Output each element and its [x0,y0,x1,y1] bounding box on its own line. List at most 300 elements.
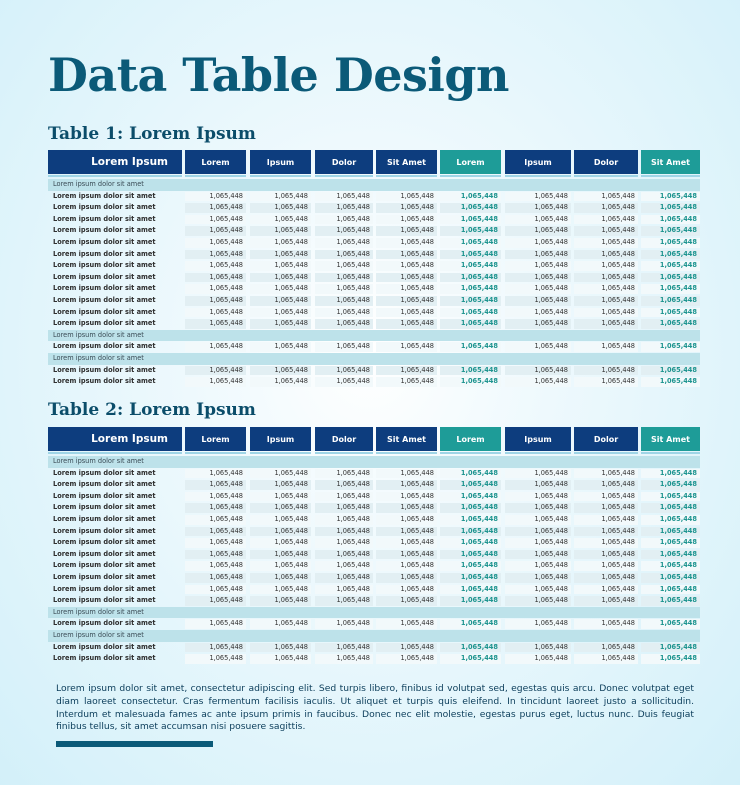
table-cell: 1,065,448 [376,308,437,318]
table-cell: 1,065,448 [574,238,638,248]
table-cell: 1,065,448 [250,261,311,271]
table-cell: 1,065,448 [641,596,700,606]
table-cell: 1,065,448 [440,503,501,513]
table-cell: 1,065,448 [315,284,373,294]
table-cell: 1,065,448 [315,527,373,537]
table-row [48,491,700,503]
table-cell: 1,065,448 [185,492,246,502]
header-cell: Lorem [440,150,501,174]
row-label: Lorem ipsum dolor sit amet [53,584,156,593]
row-label: Lorem ipsum dolor sit amet [53,549,156,558]
table-cell: 1,065,448 [185,377,246,387]
table-cell: 1,065,448 [315,538,373,548]
table-row [48,549,700,561]
table-cell: 1,065,448 [641,561,700,571]
table-cell: 1,065,448 [641,238,700,248]
table-cell: 1,065,448 [185,515,246,525]
table-cell: 1,065,448 [505,203,571,213]
table-cell: 1,065,448 [315,273,373,283]
table-row [48,584,700,596]
table-cell: 1,065,448 [315,226,373,236]
row-label: Lorem ipsum dolor sit amet [53,654,156,663]
table-cell: 1,065,448 [185,469,246,479]
table-cell: 1,065,448 [250,654,311,664]
table-cell: 1,065,448 [574,296,638,306]
table-cell: 1,065,448 [641,550,700,560]
table-cell: 1,065,448 [440,308,501,318]
table-cell: 1,065,448 [440,585,501,595]
table-cell: 1,065,448 [185,550,246,560]
table-cell: 1,065,448 [315,654,373,664]
table-row [48,514,700,526]
row-label: Lorem ipsum dolor sit amet [53,491,156,500]
table-cell: 1,065,448 [440,238,501,248]
table-cell: 1,065,448 [505,342,571,352]
table-cell: 1,065,448 [376,261,437,271]
row-label: Lorem ipsum dolor sit amet [53,226,156,235]
table-cell: 1,065,448 [641,585,700,595]
table-cell: 1,065,448 [641,226,700,236]
table-2-title: Table 2: Lorem Ipsum [48,400,256,420]
row-label: Lorem ipsum dolor sit amet [53,468,156,477]
row-label: Lorem ipsum dolor sit amet [53,319,156,328]
table-cell: 1,065,448 [505,619,571,629]
table-cell: 1,065,448 [440,192,501,202]
table-cell: 1,065,448 [574,492,638,502]
table-cell: 1,065,448 [250,515,311,525]
table-cell: 1,065,448 [574,308,638,318]
table-cell: 1,065,448 [250,643,311,653]
table-cell: 1,065,448 [315,250,373,260]
table-cell: 1,065,448 [376,238,437,248]
table-cell: 1,065,448 [185,273,246,283]
table-cell: 1,065,448 [641,492,700,502]
table-cell: 1,065,448 [505,550,571,560]
table-cell: 1,065,448 [505,643,571,653]
table-cell: 1,065,448 [376,284,437,294]
header-cell-row-label: Lorem Ipsum [48,427,182,451]
table-cell: 1,065,448 [250,469,311,479]
table-cell: 1,065,448 [376,596,437,606]
table-cell: 1,065,448 [440,296,501,306]
table-cell: 1,065,448 [440,596,501,606]
table-cell: 1,065,448 [440,643,501,653]
table-cell: 1,065,448 [315,503,373,513]
row-label: Lorem ipsum dolor sit amet [53,342,156,351]
table-cell: 1,065,448 [574,250,638,260]
row-label: Lorem ipsum dolor sit amet [53,307,156,316]
table-cell: 1,065,448 [505,561,571,571]
page-title: Data Table Design [48,48,509,102]
table-cell: 1,065,448 [376,550,437,560]
row-label: Lorem ipsum dolor sit amet [53,249,156,258]
row-label: Lorem ipsum dolor sit amet [53,330,144,339]
table-row [48,318,700,330]
table-row [48,307,700,319]
table-cell: 1,065,448 [185,585,246,595]
table-1-title: Table 1: Lorem Ipsum [48,124,256,144]
table-cell: 1,065,448 [574,192,638,202]
table-cell: 1,065,448 [440,538,501,548]
table-cell: 1,065,448 [440,273,501,283]
row-label: Lorem ipsum dolor sit amet [53,480,156,489]
table-cell: 1,065,448 [185,480,246,490]
row-label: Lorem ipsum dolor sit amet [53,203,156,212]
table-cell: 1,065,448 [574,203,638,213]
row-label: Lorem ipsum dolor sit amet [53,642,156,651]
table-cell: 1,065,448 [376,515,437,525]
table-cell: 1,065,448 [376,192,437,202]
table-cell: 1,065,448 [505,596,571,606]
table-cell: 1,065,448 [641,377,700,387]
row-label: Lorem ipsum dolor sit amet [53,261,156,270]
table-cell: 1,065,448 [505,377,571,387]
row-label: Lorem ipsum dolor sit amet [53,377,156,386]
table-cell: 1,065,448 [376,654,437,664]
row-label: Lorem ipsum dolor sit amet [53,457,144,465]
header-cell: Lorem [185,427,246,451]
table-cell: 1,065,448 [250,527,311,537]
table-cell: 1,065,448 [505,527,571,537]
table-cell: 1,065,448 [440,319,501,329]
table-cell: 1,065,448 [185,643,246,653]
table-cell: 1,065,448 [185,538,246,548]
table-cell: 1,065,448 [440,469,501,479]
table-cell: 1,065,448 [440,226,501,236]
table-cell: 1,065,448 [185,319,246,329]
table-cell: 1,065,448 [574,503,638,513]
table-cell: 1,065,448 [641,261,700,271]
table-cell: 1,065,448 [641,192,700,202]
table-cell: 1,065,448 [641,573,700,583]
table-cell: 1,065,448 [440,550,501,560]
table-cell: 1,065,448 [641,273,700,283]
table-cell: 1,065,448 [376,273,437,283]
table-cell: 1,065,448 [641,527,700,537]
table-cell: 1,065,448 [574,619,638,629]
table-cell: 1,065,448 [315,319,373,329]
table-cell: 1,065,448 [376,561,437,571]
data-table-1 [48,150,700,388]
header-cell: Ipsum [250,427,311,451]
table-cell: 1,065,448 [376,296,437,306]
table-cell: 1,065,448 [376,538,437,548]
table-cell: 1,065,448 [505,492,571,502]
table-row [48,642,700,654]
table-cell: 1,065,448 [250,226,311,236]
table-cell: 1,065,448 [574,585,638,595]
table-cell: 1,065,448 [641,469,700,479]
row-label: Lorem ipsum dolor sit amet [53,365,156,374]
table-cell: 1,065,448 [641,284,700,294]
table-row [48,618,700,630]
table-cell: 1,065,448 [250,503,311,513]
table-cell: 1,065,448 [185,238,246,248]
header-cell: Sit Amet [376,427,437,451]
row-label: Lorem ipsum dolor sit amet [53,630,144,639]
table-row [48,237,700,249]
table-row [48,595,700,607]
row-label: Lorem ipsum dolor sit amet [53,237,156,246]
table-cell: 1,065,448 [315,480,373,490]
row-label: Lorem ipsum dolor sit amet [53,526,156,535]
table-cell: 1,065,448 [315,619,373,629]
table-cell: 1,065,448 [376,469,437,479]
table-cell: 1,065,448 [250,215,311,225]
table-cell: 1,065,448 [376,503,437,513]
table-cell: 1,065,448 [250,273,311,283]
table-cell: 1,065,448 [376,215,437,225]
table-cell: 1,065,448 [376,585,437,595]
table-cell: 1,065,448 [250,296,311,306]
table-cell: 1,065,448 [315,308,373,318]
table-cell: 1,065,448 [574,561,638,571]
table-cell: 1,065,448 [250,319,311,329]
table-cell: 1,065,448 [185,366,246,376]
table-cell: 1,065,448 [641,308,700,318]
table-cell: 1,065,448 [250,192,311,202]
row-label: Lorem ipsum dolor sit amet [53,538,156,547]
table-cell: 1,065,448 [440,366,501,376]
table-cell: 1,065,448 [250,238,311,248]
table-cell: 1,065,448 [641,250,700,260]
table-cell: 1,065,448 [574,538,638,548]
table-cell: 1,065,448 [315,192,373,202]
row-label: Lorem ipsum dolor sit amet [53,596,156,605]
table-cell: 1,065,448 [440,492,501,502]
table-cell: 1,065,448 [250,480,311,490]
table-cell: 1,065,448 [250,377,311,387]
table-cell: 1,065,448 [250,492,311,502]
table-cell: 1,065,448 [574,226,638,236]
table-cell: 1,065,448 [574,654,638,664]
table-row [48,214,700,226]
section-row [48,607,700,619]
table-row [48,225,700,237]
table-cell: 1,065,448 [505,238,571,248]
table-cell: 1,065,448 [315,515,373,525]
table-cell: 1,065,448 [440,215,501,225]
table-cell: 1,065,448 [315,377,373,387]
table-cell: 1,065,448 [185,654,246,664]
row-label: Lorem ipsum dolor sit amet [53,572,156,581]
row-label: Lorem ipsum dolor sit amet [53,514,156,523]
header-cell: Lorem [185,150,246,174]
table-cell: 1,065,448 [315,296,373,306]
table-cell: 1,065,448 [574,273,638,283]
header-cell: Lorem [440,427,501,451]
row-label: Lorem ipsum dolor sit amet [53,272,156,281]
table-cell: 1,065,448 [505,538,571,548]
table-cell: 1,065,448 [440,654,501,664]
table-cell: 1,065,448 [185,527,246,537]
table-cell: 1,065,448 [641,366,700,376]
table-cell: 1,065,448 [250,585,311,595]
table-row [48,272,700,284]
table-cell: 1,065,448 [574,550,638,560]
table-cell: 1,065,448 [250,308,311,318]
table-row [48,572,700,584]
section-row [48,330,700,342]
header-cell: Ipsum [505,150,571,174]
row-label: Lorem ipsum dolor sit amet [53,295,156,304]
table-row [48,376,700,388]
table-cell: 1,065,448 [574,377,638,387]
table-cell: 1,065,448 [315,238,373,248]
section-row [48,353,700,365]
row-label: Lorem ipsum dolor sit amet [53,607,144,616]
header-cell: Ipsum [250,150,311,174]
table-cell: 1,065,448 [505,319,571,329]
table-cell: 1,065,448 [440,480,501,490]
table-cell: 1,065,448 [185,308,246,318]
table-cell: 1,065,448 [185,192,246,202]
table-cell: 1,065,448 [315,342,373,352]
table-cell: 1,065,448 [641,515,700,525]
table-cell: 1,065,448 [641,538,700,548]
section-row [48,179,700,191]
table-cell: 1,065,448 [185,296,246,306]
table-cell: 1,065,448 [376,226,437,236]
table-cell: 1,065,448 [574,261,638,271]
table-cell: 1,065,448 [641,203,700,213]
table-cell: 1,065,448 [250,538,311,548]
table-cell: 1,065,448 [185,203,246,213]
row-label: Lorem ipsum dolor sit amet [53,353,144,362]
table-cell: 1,065,448 [315,469,373,479]
header-cell: Sit Amet [641,427,700,451]
table-cell: 1,065,448 [574,319,638,329]
table-cell: 1,065,448 [376,492,437,502]
header-cell-row-label: Lorem Ipsum [48,150,182,174]
row-label: Lorem ipsum dolor sit amet [53,561,156,570]
header-cell: Dolor [574,427,638,451]
table-cell: 1,065,448 [574,284,638,294]
table-row [48,537,700,549]
accent-bar [56,741,213,747]
row-label: Lorem ipsum dolor sit amet [53,214,156,223]
table-row [48,283,700,295]
table-cell: 1,065,448 [641,296,700,306]
table-row [48,202,700,214]
table-cell: 1,065,448 [505,192,571,202]
table-cell: 1,065,448 [440,515,501,525]
table-cell: 1,065,448 [185,619,246,629]
table-cell: 1,065,448 [250,366,311,376]
data-table-2 [48,427,700,665]
table-row [48,365,700,377]
table-cell: 1,065,448 [250,250,311,260]
table-cell: 1,065,448 [185,215,246,225]
table-cell: 1,065,448 [505,308,571,318]
table-cell: 1,065,448 [505,284,571,294]
table-cell: 1,065,448 [315,585,373,595]
table-cell: 1,065,448 [315,492,373,502]
table-cell: 1,065,448 [440,561,501,571]
table-cell: 1,065,448 [185,284,246,294]
table-cell: 1,065,448 [376,573,437,583]
table-cell: 1,065,448 [315,550,373,560]
row-label: Lorem ipsum dolor sit amet [53,191,156,200]
table-cell: 1,065,448 [574,215,638,225]
table-cell: 1,065,448 [574,643,638,653]
table-cell: 1,065,448 [185,596,246,606]
table-row [48,191,700,203]
table-cell: 1,065,448 [505,573,571,583]
table-cell: 1,065,448 [574,515,638,525]
table-cell: 1,065,448 [574,527,638,537]
section-row [48,456,700,468]
table-row [48,341,700,353]
table-cell: 1,065,448 [315,261,373,271]
table-cell: 1,065,448 [440,250,501,260]
table-cell: 1,065,448 [185,573,246,583]
table-cell: 1,065,448 [505,366,571,376]
table-cell: 1,065,448 [376,319,437,329]
table-cell: 1,065,448 [505,261,571,271]
table-cell: 1,065,448 [574,573,638,583]
table-cell: 1,065,448 [641,643,700,653]
table-cell: 1,065,448 [574,366,638,376]
table-cell: 1,065,448 [505,226,571,236]
table-cell: 1,065,448 [376,643,437,653]
table-cell: 1,065,448 [505,654,571,664]
table-cell: 1,065,448 [376,366,437,376]
header-cell: Ipsum [505,427,571,451]
table-cell: 1,065,448 [376,527,437,537]
table-cell: 1,065,448 [376,203,437,213]
table-row [48,526,700,538]
table-row [48,560,700,572]
table-cell: 1,065,448 [641,319,700,329]
header-cell: Dolor [574,150,638,174]
table-cell: 1,065,448 [641,654,700,664]
table-cell: 1,065,448 [440,342,501,352]
table-cell: 1,065,448 [440,573,501,583]
table-cell: 1,065,448 [376,342,437,352]
row-label: Lorem ipsum dolor sit amet [53,284,156,293]
table-cell: 1,065,448 [641,503,700,513]
table-cell: 1,065,448 [315,573,373,583]
table-cell: 1,065,448 [574,469,638,479]
table-cell: 1,065,448 [185,561,246,571]
table-cell: 1,065,448 [185,261,246,271]
table-cell: 1,065,448 [376,377,437,387]
table-cell: 1,065,448 [315,366,373,376]
table-cell: 1,065,448 [505,296,571,306]
table-cell: 1,065,448 [574,596,638,606]
table-cell: 1,065,448 [641,342,700,352]
table-body [48,179,700,388]
table-cell: 1,065,448 [440,261,501,271]
table-cell: 1,065,448 [376,250,437,260]
table-row [48,479,700,491]
row-label: Lorem ipsum dolor sit amet [53,503,156,512]
header-cell: Dolor [315,427,373,451]
table-cell: 1,065,448 [185,503,246,513]
table-cell: 1,065,448 [505,480,571,490]
table-cell: 1,065,448 [250,573,311,583]
table-row [48,502,700,514]
table-cell: 1,065,448 [505,585,571,595]
table-cell: 1,065,448 [185,250,246,260]
table-cell: 1,065,448 [505,250,571,260]
table-cell: 1,065,448 [440,619,501,629]
table-row [48,295,700,307]
table-cell: 1,065,448 [505,215,571,225]
table-cell: 1,065,448 [440,377,501,387]
table-cell: 1,065,448 [505,515,571,525]
